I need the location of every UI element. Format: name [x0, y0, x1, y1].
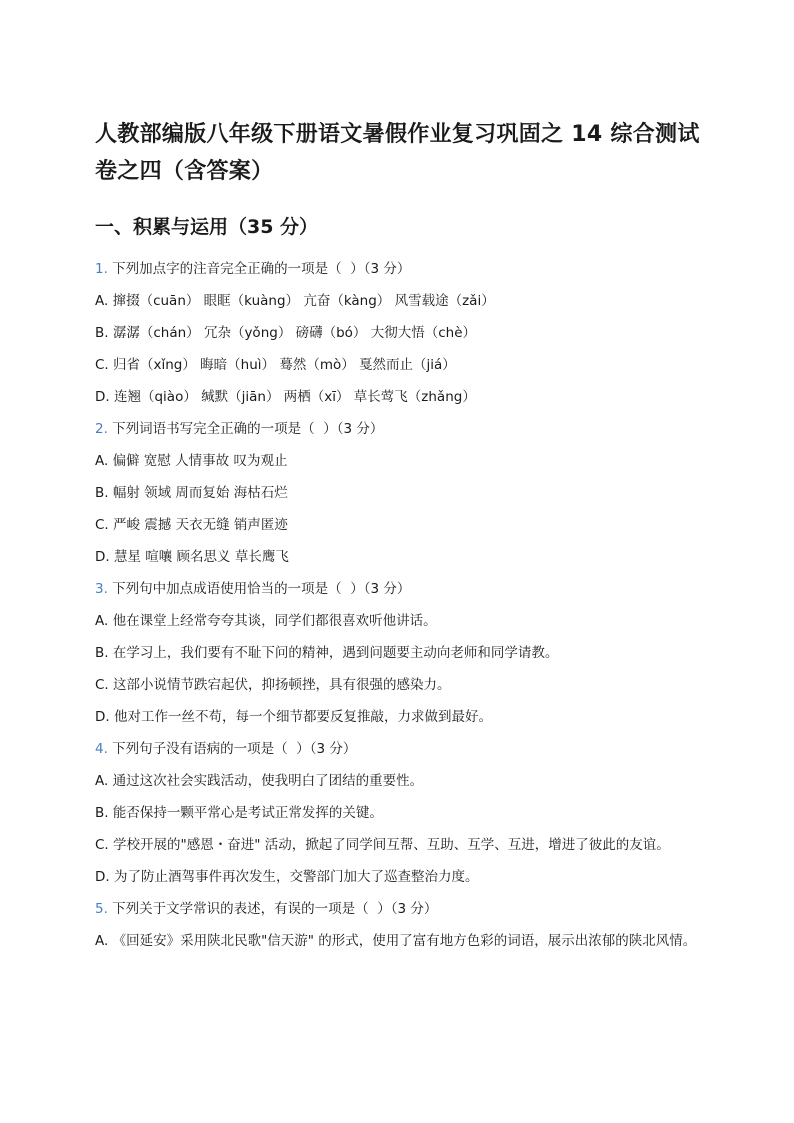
option-b: B. 在学习上，我们要有不耻下问的精神，遇到问题要主动向老师和同学请教。	[95, 645, 559, 661]
question-1	[95, 253, 700, 413]
option-c: C. 严峻 震撼 天衣无缝 销声匿迹	[95, 517, 288, 533]
option-a: A. 偏僻 宽慰 人情事故 叹为观止	[95, 453, 288, 469]
question-stem	[95, 733, 700, 765]
option-a: A. 通过这次社会实践活动，使我明白了团结的重要性。	[95, 773, 424, 789]
option-a: A. 撺掇（cuān） 眼眶（kuàng） 亢奋（kàng） 风雪载途（zǎi）	[95, 293, 495, 309]
question-stem	[95, 893, 700, 925]
question-5	[95, 893, 700, 952]
option-b: B. 幅射 领域 周而复始 海枯石烂	[95, 485, 288, 501]
option-c: C. 这部小说情节跌宕起伏，抑扬顿挫，具有很强的感染力。	[95, 677, 451, 693]
question-number: 2.	[95, 421, 108, 437]
question-stem	[95, 573, 700, 605]
option-d: D. 为了防止酒驾事件再次发生，交警部门加大了巡查整治力度。	[95, 869, 479, 885]
option-a: A. 《回延安》采用陕北民歌"信天游" 的形式，使用了富有地方色彩的词语，展示出浓郁的陕北风情。	[95, 933, 697, 949]
option-d: D. 连翘（qiào） 缄默（jiān） 两栖（xī） 草长莺飞（zhǎng）	[95, 389, 476, 405]
question-number: 3.	[95, 581, 108, 597]
section-heading: 一、积累与运用（35 分）	[95, 216, 319, 238]
question-text: 下列关于文学常识的表述，有误的一项是（ ）（3 分）	[107, 901, 438, 917]
question-text: 下列句中加点成语使用恰当的一项是（ ）（3 分）	[107, 581, 411, 597]
question-number: 4.	[95, 741, 108, 757]
question-2	[95, 413, 700, 573]
question-text: 下列句子没有语病的一项是（ ）（3 分）	[107, 741, 357, 757]
question-3	[95, 573, 700, 733]
option-c: C. 学校开展的"感恩・奋进" 活动，掀起了同学间互帮、互助、互学、互进，增进了彼此的友谊。	[95, 837, 670, 853]
question-number: 1.	[95, 261, 108, 277]
question-number: 5.	[95, 901, 108, 917]
question-text: 下列加点字的注音完全正确的一项是（ ）（3 分）	[107, 261, 411, 277]
question-stem	[95, 413, 700, 445]
question-4	[95, 733, 700, 893]
option-b: B. 能否保持一颗平常心是考试正常发挥的关键。	[95, 805, 383, 821]
option-a: A. 他在课堂上经常夸夸其谈，同学们都很喜欢听他讲话。	[95, 613, 437, 629]
option-d: D. 慧星 喧嚷 顾名思义 草长鹰飞	[95, 549, 289, 565]
document-page	[95, 116, 700, 957]
document-title: 人教部编版八年级下册语文暑假作业复习巩固之 14 综合测试卷之四（含答案）	[95, 122, 700, 184]
question-text: 下列词语书写完全正确的一项是（ ）（3 分）	[107, 421, 384, 437]
question-stem	[95, 253, 700, 285]
option-b: B. 潺潺（chán） 冗杂（yǒng） 磅礴（bó） 大彻大悟（chè）	[95, 325, 477, 341]
option-d: D. 他对工作一丝不苟，每一个细节都要反复推敲，力求做到最好。	[95, 709, 492, 725]
option-c: C. 归省（xǐng） 晦暗（huì） 蓦然（mò） 戛然而止（jiá）	[95, 357, 456, 373]
